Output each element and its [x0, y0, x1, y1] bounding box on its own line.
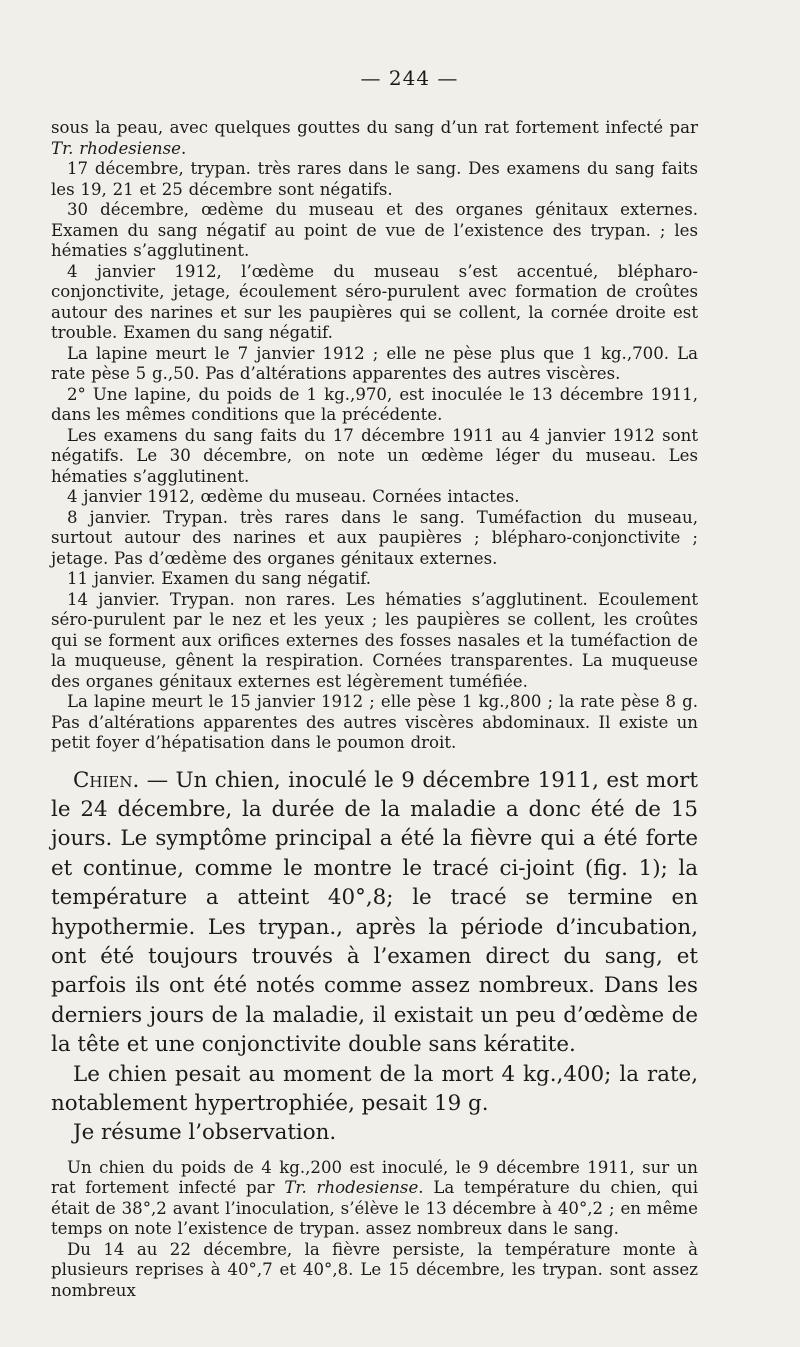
- text-run: . — Un chien, inoculé le 9 décembre 1911, est mort le 24 décembre, la durée de la maladie a donc été de 15 jours. Le symptôme principal a été la fièvre qui a été forte et continue, comme le montre le tracé ci-joint (fig. 1); la température a atteint 40°,8; le tracé se termine en hypothermie. Les trypan., après la période d’incubation, ont été toujours trouvés à l’examen direct du sang, et parfois ils ont été notés comme assez nombreux. Dans les derniers jours de la maladie, il existait un peu d’œdème de la tête et une conjonctivite double sans kératite.: [51, 767, 698, 1058]
- paragraph: 14 janvier. Trypan. non rares. Les hématies s’agglutinent. Ecoulement séro-purulent par le nez et les yeux ; les paupières se collent, les croûtes qui se forment aux orifices externes des fosses nasales et la tuméfaction de la muqueuse, gênent la respiration. Cornées transparentes. La muqueuse des organes génitaux externes est légèrement tuméfiée.: [51, 589, 698, 691]
- page-number: — 244 —: [360, 66, 459, 90]
- paragraph: La lapine meurt le 7 janvier 1912 ; elle ne pèse plus que 1 kg.,700. La rate pèse 5 g.,50. Pas d’altérations apparentes des autres viscères.: [51, 343, 698, 383]
- paragraph: Les examens du sang faits du 17 décembre 1911 au 4 janvier 1912 sont négatifs. Le 30 décembre, on note un œdème léger du museau. Les hématies s’agglutinent.: [51, 425, 698, 486]
- paragraph: 17 décembre, trypan. très rares dans le sang. Des examens du sang faits les 19, 21 et 25 décembre sont négatifs.: [51, 159, 698, 199]
- observation-section: [51, 1158, 698, 1302]
- small-text-section: [51, 118, 698, 754]
- paragraph: 4 janvier 1912, l’œdème du museau s’est accentué, blépharo-conjonctivite, jetage, écoulement séro-purulent avec formation de croûtes autour des narines et sur les paupières qui se collent, la cornée droite est trouble. Examen du sang négatif.: [51, 261, 698, 342]
- paragraph: La lapine meurt le 15 janvier 1912 ; elle pèse 1 kg.,800 ; la rate pèse 8 g. Pas d’altérations apparentes des autres viscères abdominaux. Il existe un petit foyer d’hépatisation dans le poumon droit.: [51, 692, 698, 752]
- paragraph: 11 janvier. Examen du sang négatif.: [67, 569, 372, 588]
- species-name: Tr. rhodesiense: [51, 138, 181, 158]
- species-name: Tr. rhodesiense: [284, 1178, 419, 1198]
- paragraph: 8 janvier. Trypan. très rares dans le sang. Tuméfaction du museau, surtout autour des narines et aux paupières ; blépharo-conjonctivite ; jetage. Pas d’œdème des organes génitaux externes.: [51, 507, 698, 568]
- text-run: .: [180, 138, 187, 158]
- paragraph: 4 janvier 1912, œdème du museau. Cornées intactes.: [67, 487, 520, 506]
- text-run: Un chien du poids de 4 kg.,200 est inoculé, le 9 décembre 1911, sur un rat fortement infecté par: [51, 1157, 698, 1198]
- section-label: Chien: [73, 767, 133, 793]
- large-text-section: [51, 766, 698, 1148]
- text-run: . La température du chien, qui était de 38°,2 avant l’inoculation, s’élève le 13 décembre à 40°,2 ; en même temps on note l’existence de trypan. assez nombreux dans le sang.: [51, 1178, 699, 1239]
- paragraph: 2° Une lapine, du poids de 1 kg.,970, est inoculée le 13 décembre 1911, dans les mêmes conditions que la précédente.: [51, 384, 698, 424]
- paragraph: [51, 1158, 698, 1240]
- paragraph: [51, 766, 698, 1060]
- paragraph: [51, 118, 698, 159]
- paragraph: Du 14 au 22 décembre, la fièvre persiste, la température monte à plusieurs reprises à 40°,7 et 40°,8. Le 15 décembre, les trypan. sont assez nombreux: [51, 1239, 698, 1300]
- paragraph: 30 décembre, œdème du museau et des organes génitaux externes. Examen du sang négatif au point de vue de l’existence des trypan. ; les hématies s’agglutinent.: [51, 200, 698, 260]
- paragraph: Le chien pesait au moment de la mort 4 kg.,400; la rate, notablement hypertrophiée, pesait 19 g.: [51, 1061, 698, 1116]
- text-run: sous la peau, avec quelques gouttes du sang d’un rat fortement infecté par: [51, 118, 698, 137]
- paragraph: Je résume l’observation.: [73, 1120, 337, 1146]
